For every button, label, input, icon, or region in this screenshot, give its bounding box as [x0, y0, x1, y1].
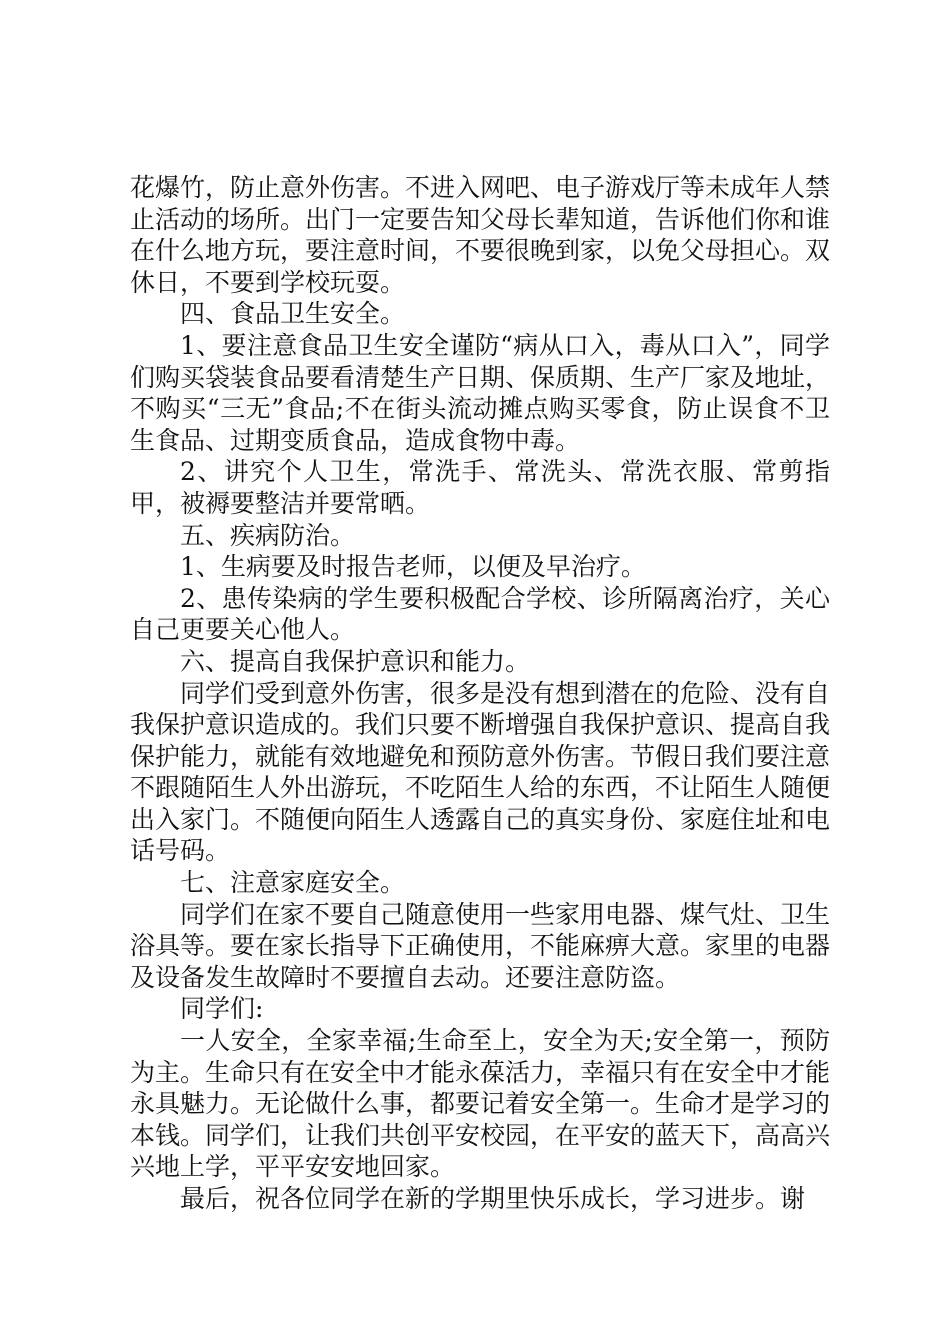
- paragraph-closing: 最后，祝各位同学在新的学期里快乐成长，学习进步。谢: [180, 1184, 806, 1213]
- section-heading-disease-prevention: 五、疾病防治。: [180, 520, 356, 550]
- section-heading-food-safety: 四、食品卫生安全。: [180, 299, 406, 329]
- paragraph-self-protection: 同学们受到意外伤害，很多是没有想到潜在的危险、没有自我保护意识造成的。我们只要不断增强自我保护意识、提高自我保护能力，就能有效地避免和预防意外伤害。节假日我们要注意不跟随陌生人外出游玩，不吃陌生人给的东西，不让陌生人随便出入家门。不随便向陌生人透露自己的真实身份、家庭住址和电话号码。: [130, 678, 831, 866]
- salutation: 同学们:: [180, 994, 264, 1024]
- document-body: [130, 172, 830, 1215]
- paragraph-food-safety-1: 1、要注意食品卫生安全谨防“病从口入，毒从口入”，同学们购买袋装食品要看清楚生产日期、保质期、生产厂家及地址，不购买“三无”食品;不在街头流动摊点购买零食，防止误食不卫生食品、过期变质食品，造成食物中毒。: [130, 330, 831, 455]
- paragraph-continuation: 花爆竹，防止意外伤害。不进入网吧、电子游戏厅等未成年人禁止活动的场所。出门一定要告知父母长辈知道，告诉他们你和谁在什么地方玩，要注意时间，不要很晚到家，以免父母担心。双休日，不要到学校玩耍。: [130, 173, 831, 297]
- section-heading-self-protection: 六、提高自我保护意识和能力。: [180, 646, 531, 676]
- paragraph-disease-2: 2、患传染病的学生要积极配合学校、诊所隔离治疗，关心自己更要关心他人。: [130, 583, 830, 645]
- paragraph-safety-slogan: 一人安全，全家幸福;生命至上，安全为天;安全第一，预防为主。生命只有在安全中才能永葆活力，幸福只有在安全中才能永具魅力。无论做什么事，都要记着安全第一。生命才是学习的本钱。同学们，让我们共创平安校园，在平安的蓝天下，高高兴兴地上学，平平安安地回家。: [130, 1026, 831, 1182]
- section-heading-home-safety: 七、注意家庭安全。: [180, 868, 406, 898]
- paragraph-disease-1: 1、生病要及时报告老师，以便及早治疗。: [180, 552, 646, 582]
- paragraph-home-safety: 同学们在家不要自己随意使用一些家用电器、煤气灶、卫生浴具等。要在家长指导下正确使用，不能麻痹大意。家里的电器及设备发生故障时不要擅自去动。还要注意防盗。: [130, 899, 831, 992]
- paragraph-food-safety-2: 2、讲究个人卫生，常洗手、常洗头、常洗衣服、常剪指甲，被褥要整洁并要常晒。: [130, 457, 830, 518]
